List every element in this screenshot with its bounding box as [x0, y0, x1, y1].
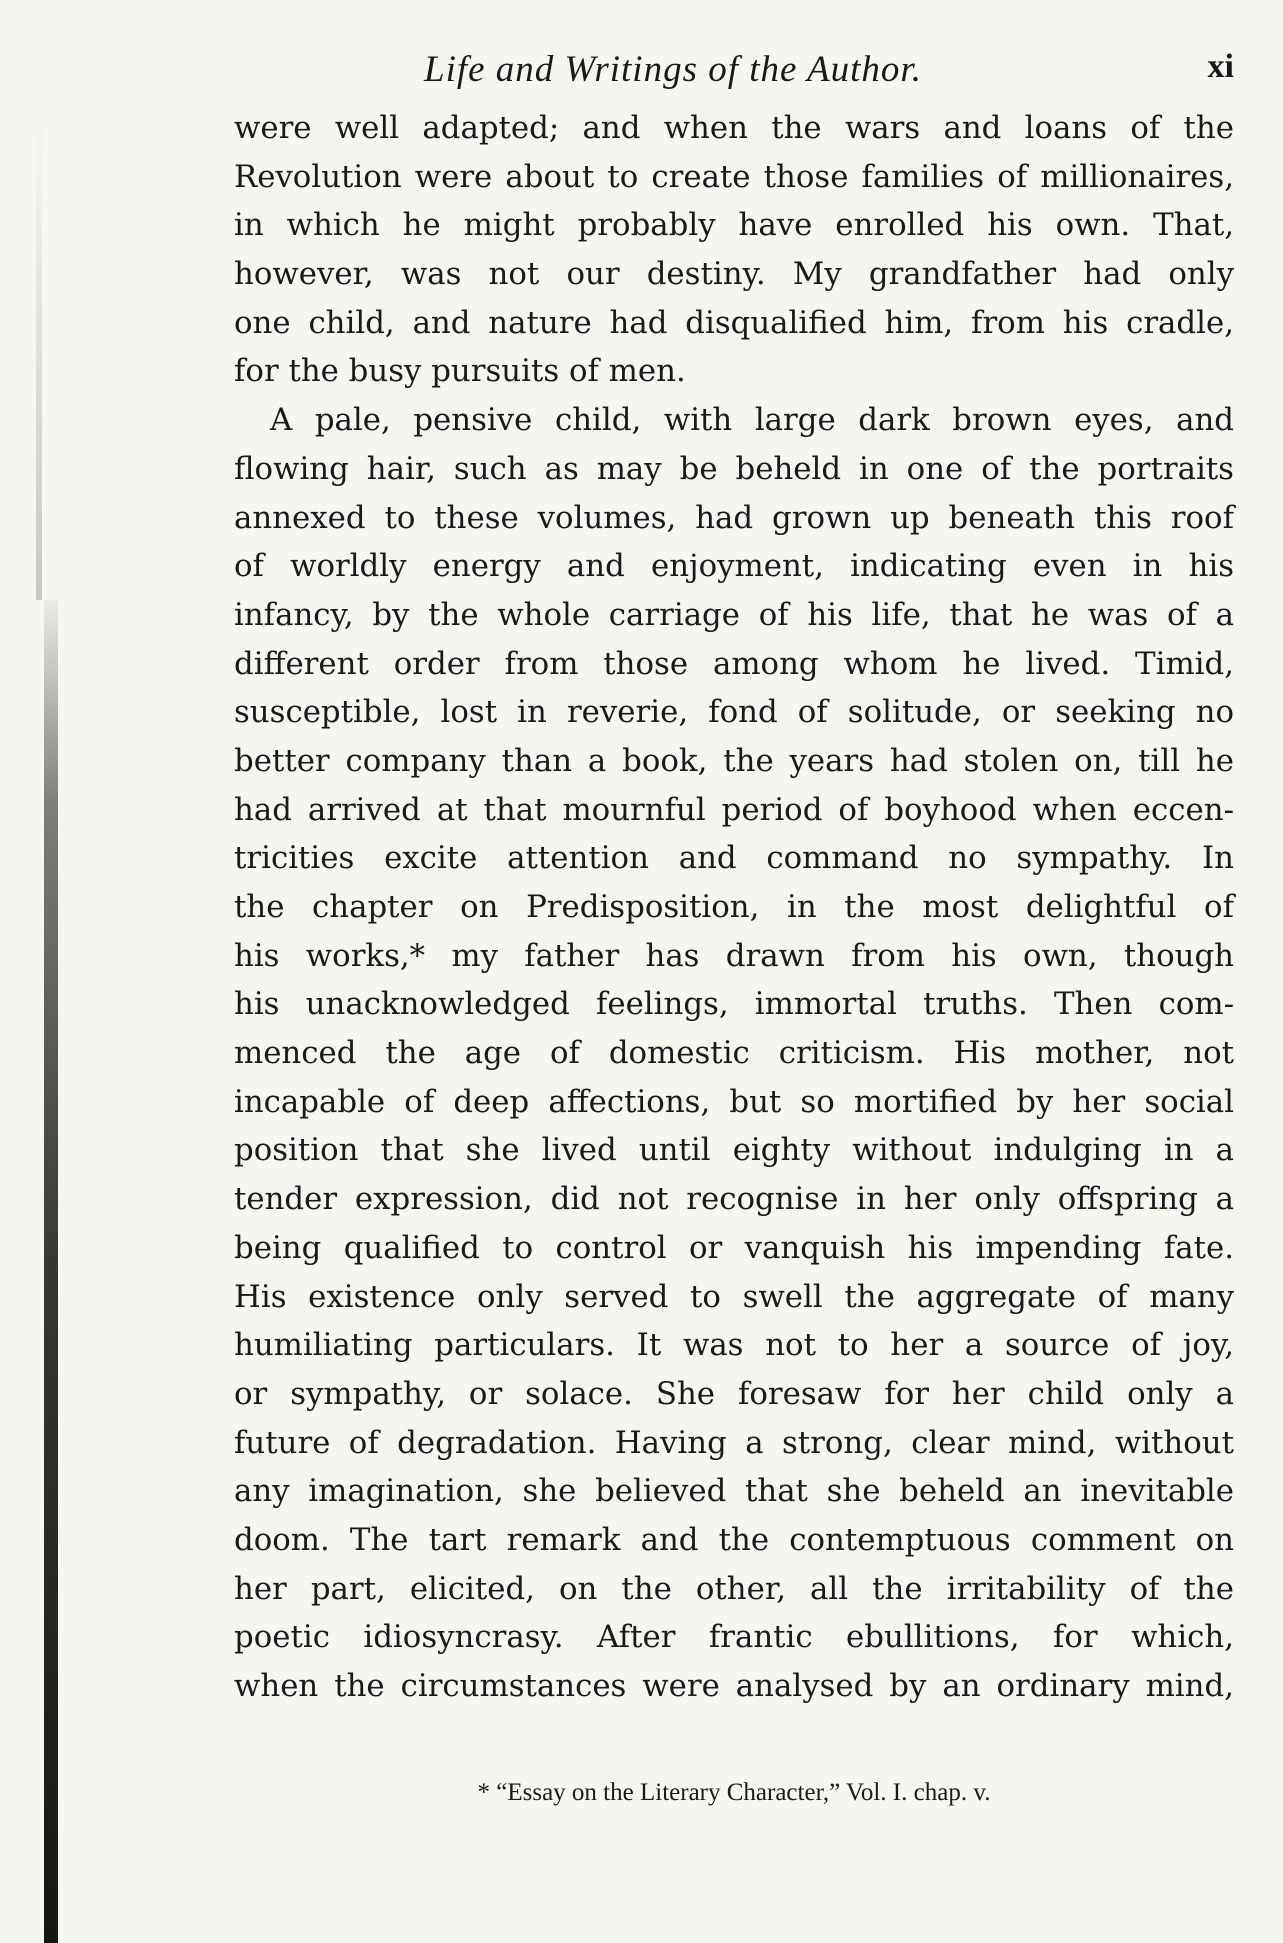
page-gutter-shadow	[44, 600, 58, 1943]
text-line: incapable of deep affections, but so mortified by her social	[234, 1083, 1234, 1120]
text-line: poetic idiosyncrasy. After frantic ebullitions, for which,	[234, 1619, 1234, 1656]
text-line: any imagination, she believed that she beheld an inevitable	[234, 1473, 1234, 1510]
text-line: or sympathy, or solace. She foresaw for her child only a	[234, 1375, 1234, 1412]
text-line: when the circumstances were analysed by an ordinary mind,	[234, 1668, 1234, 1704]
text-line: His existence only served to swell the aggregate of many	[234, 1278, 1234, 1315]
text-line: future of degradation. Having a strong, clear mind, without	[234, 1424, 1234, 1461]
text-line: doom. The tart remark and the contemptuous comment on	[234, 1521, 1234, 1558]
text-line: A pale, pensive child, with large dark brown eyes, and	[270, 402, 1234, 439]
text-line: tender expression, did not recognise in her only offspring a	[234, 1181, 1234, 1218]
page-number: xi	[1207, 48, 1234, 85]
text-line: were well adapted; and when the wars and loans of the	[234, 110, 1234, 146]
page-header	[234, 48, 1234, 100]
text-line: being qualified to control or vanquish his impending fate.	[234, 1229, 1234, 1266]
text-line: susceptible, lost in reverie, fond of solitude, or seeking no	[234, 694, 1234, 731]
text-line: menced the age of domestic criticism. His mother, not	[234, 1035, 1234, 1072]
text-line: her part, elicited, on the other, all the irritability of the	[234, 1570, 1234, 1607]
text-line: humiliating particulars. It was not to her a source of joy,	[234, 1327, 1234, 1364]
body-text	[234, 104, 1234, 1711]
text-line: flowing hair, such as may be beheld in one of the portraits	[234, 450, 1234, 487]
text-line: the chapter on Predisposition, in the most delightful of	[234, 889, 1234, 925]
running-head: Life and Writings of the Author.	[424, 49, 922, 90]
footnote: * “Essay on the Literary Character,” Vol. I. chap. v.	[477, 1779, 991, 1806]
text-line: different order from those among whom he lived. Timid,	[234, 645, 1234, 682]
text-line: his works,* my father has drawn from his own, though	[234, 937, 1234, 974]
text-line: one child, and nature had disqualified him, from his cradle,	[234, 304, 1234, 341]
text-line: for the busy pursuits of men.	[234, 353, 686, 390]
text-line: Revolution were about to create those families of millionaires,	[234, 158, 1234, 195]
text-line: position that she lived until eighty without indulging in a	[234, 1132, 1234, 1169]
text-line: tricities excite attention and command no sympathy. In	[234, 840, 1234, 877]
page-gutter-shadow-top	[36, 120, 42, 600]
text-line: infancy, by the whole carriage of his life, that he was of a	[234, 596, 1234, 633]
text-line: however, was not our destiny. My grandfather had only	[234, 256, 1234, 293]
text-line: better company than a book, the years had stolen on, till he	[234, 742, 1234, 779]
text-line: his unacknowledged feelings, immortal truths. Then com-	[234, 986, 1234, 1023]
text-line: had arrived at that mournful period of boyhood when eccen-	[234, 791, 1234, 828]
text-line: annexed to these volumes, had grown up beneath this roof	[234, 499, 1234, 536]
text-line: of worldly energy and enjoyment, indicating even in his	[234, 548, 1234, 585]
text-line: in which he might probably have enrolled his own. That,	[234, 207, 1234, 244]
